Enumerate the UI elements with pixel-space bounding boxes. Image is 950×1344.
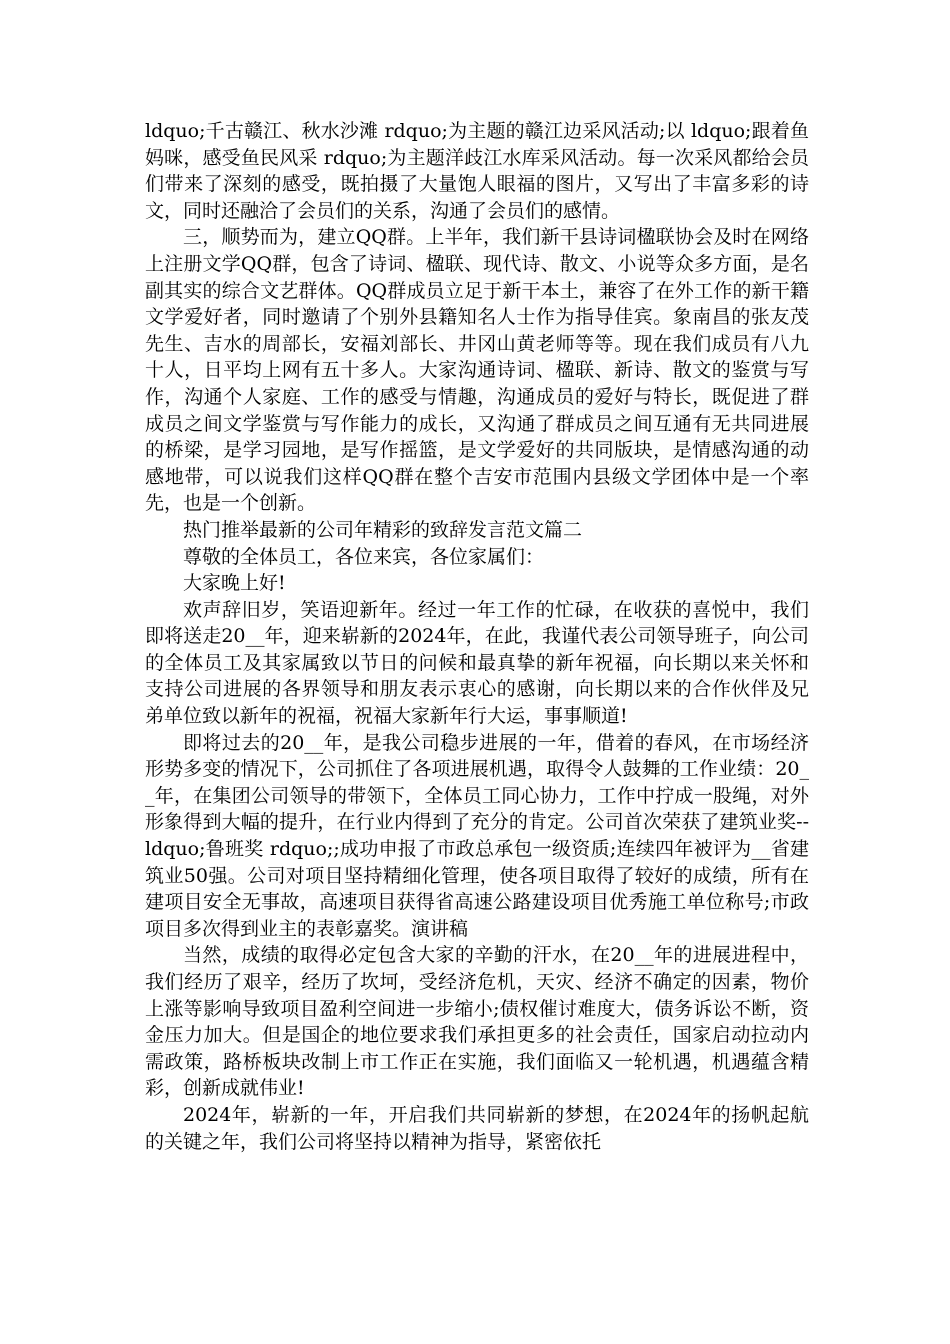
salutation: 尊敬的全体员工，各位来宾，各位家属们： [183, 545, 545, 568]
section-title: 热门推举最新的公司年精彩的致辞发言范文篇二 [183, 518, 583, 541]
greeting: 大家晚上好! [183, 572, 286, 595]
paragraph-caifeng-activities: ldquo;千古赣江、秋水沙滩 rdquo;为主题的赣江边采风活动;以 ldquo;跟着鱼妈咪，感受鱼民风采 rdquo;为主题洋歧江水库采风活动。每一次采风都给会员们带来了深刻的感受，既拍摄了大量饱人眼福的图片，又写出了丰富多彩的诗文，同时还融洽了会员们的关系，沟通了会员们的感情。 [145, 120, 809, 222]
document-page [145, 118, 809, 1155]
paragraph-past-year-achievements: 即将过去的20__年，是我公司稳步进展的一年，借着的春风，在市场经济形势多变的情况下，公司抓住了各项进展机遇，取得令人鼓舞的工作业绩：20__年，在集团公司领导的带领下，全体员工同心协力，工作中拧成一股绳，对外形象得到大幅的提升，在行业内得到了充分的肯定。公司首次荣获了建筑业奖-- ldquo;鲁班奖 rdquo;;成功申报了市政总承包一级资质;连续四年被评为__省建筑业50强。公司对项目坚持精细化管理，使各项目取得了较好的成绩，所有在建项目安全无事故，高速项目获得省高速公路建设项目优秀施工单位称号;市政项目多次得到业主的表彰嘉奖。演讲稿 [145, 731, 809, 940]
paragraph-new-year-plan: 2024年，崭新的一年，开启我们共同崭新的梦想，在2024年的扬帆起航的关键之年，我们公司将坚持以精神为指导，紧密依托 [145, 1103, 809, 1153]
paragraph-new-year-wishes: 欢声辞旧岁，笑语迎新年。经过一年工作的忙碌，在收获的喜悦中，我们即将送走20__年，迎来崭新的2024年，在此，我谨代表公司领导班子，向公司的全体员工及其家属致以节日的问候和最真挚的新年祝福，向长期以来关怀和支持公司进展的各界领导和朋友表示衷心的感谢，向长期以来的合作伙伴及兄弟单位致以新年的祝福，祝福大家新年行大运，事事顺道! [145, 598, 809, 728]
paragraph-qq-group: 三，顺势而为，建立QQ群。上半年，我们新干县诗词楹联协会及时在网络上注册文学QQ群，包含了诗词、楹联、现代诗、散文、小说等众多方面，是名副其实的综合文艺群体。QQ群成员立足于新干本土，兼容了在外工作的新干籍文学爱好者，同时邀请了个别外县籍知名人士作为指导佳宾。象南昌的张友茂先生、吉水的周部长，安福刘部长、井冈山黄老师等等。现在我们成员有八九十人，日平均上网有五十多人。大家沟通诗词、楹联、新诗、散文的鉴赏与写作，沟通个人家庭、工作的感受与情趣，沟通成员的爱好与特长，既促进了群成员之间文学鉴赏与写作能力的成长，又沟通了群成员之间互通有无共同进展的桥梁，是学习园地，是写作摇篮，是文学爱好的共同版块，是情感沟通的动感地带，可以说我们这样QQ群在整个吉安市范围内县级文学团体中是一个率先，也是一个创新。 [145, 226, 809, 515]
paragraph-hardships: 当然，成绩的取得必定包含大家的辛勤的汗水，在20__年的进展进程中，我们经历了艰辛，经历了坎坷，受经济危机，天灾、经济不确定的因素，物价上涨等影响导致项目盈利空间进一步缩小;债权催讨难度大，债务诉讼不断，资金压力加大。但是国企的地位要求我们承担更多的社会责任，国家启动拉动内需政策，路桥板块改制上市工作正在实施，我们面临又一轮机遇，机遇蕴含精彩，创新成就伟业! [145, 944, 809, 1100]
